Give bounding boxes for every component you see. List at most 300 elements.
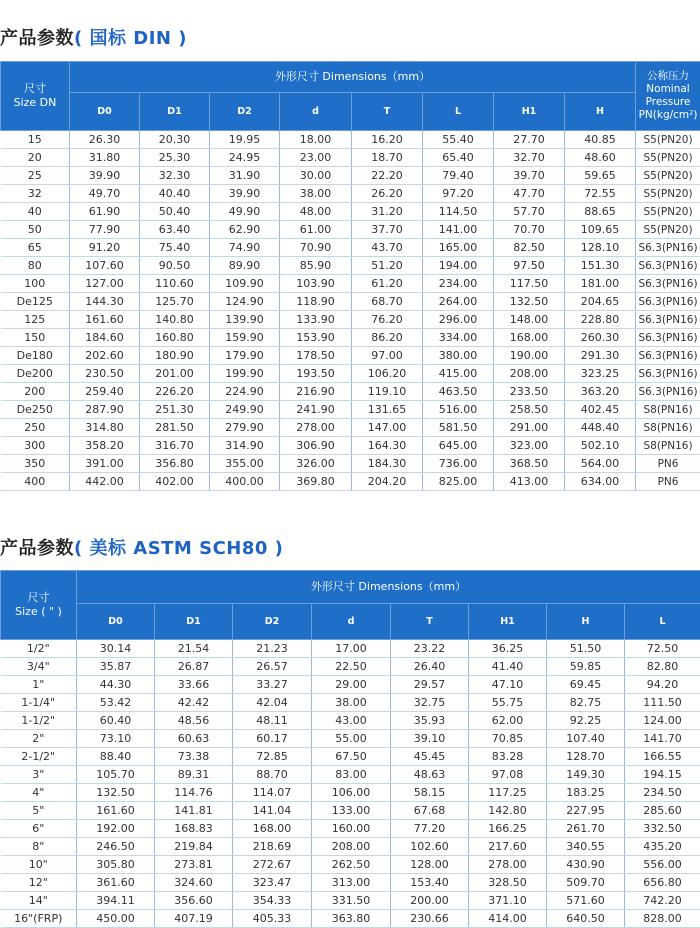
value-cell: 168.83 [155,820,233,838]
value-cell: 109.65 [565,221,636,239]
value-cell: 26.87 [155,658,233,676]
table-row [1,365,700,383]
value-cell: 581.50 [423,419,494,437]
size-cell: 16"(FRP) [1,910,77,928]
value-cell: 153.90 [280,329,352,347]
size-cell: 14" [1,892,77,910]
value-cell: 107.40 [547,730,625,748]
value-cell: 394.11 [77,892,155,910]
value-cell: 119.10 [352,383,423,401]
value-cell: 62.00 [469,712,547,730]
value-cell: 291.00 [494,419,565,437]
value-cell: 58.15 [391,784,469,802]
value-cell: 23.22 [391,640,469,658]
value-cell: 736.00 [423,455,494,473]
value-cell: 323.00 [494,437,565,455]
value-cell: 168.00 [494,329,565,347]
value-cell: 228.80 [565,311,636,329]
value-cell: 272.67 [233,856,312,874]
value-cell: 380.00 [423,347,494,365]
value-cell: 39.70 [494,167,565,185]
value-cell: 204.65 [565,293,636,311]
size-cell: 50 [1,221,70,239]
value-cell: 114.50 [423,203,494,221]
value-cell: 90.50 [140,257,210,275]
value-cell: 251.30 [140,401,210,419]
value-cell: 415.00 [423,365,494,383]
value-cell: 281.50 [140,419,210,437]
value-cell: 141.70 [625,730,700,748]
pressure-cell: S5(PN20) [636,185,700,203]
value-cell: 144.30 [70,293,140,311]
value-cell: 49.70 [70,185,140,203]
value-cell: 111.50 [625,694,700,712]
pressure-cell: S6.3(PN16) [636,329,700,347]
table-row [1,766,700,784]
table-row [1,784,700,802]
table-row [1,311,700,329]
table-row [1,694,700,712]
table-row [1,203,700,221]
table-row [1,802,700,820]
value-cell: 161.60 [70,311,140,329]
value-cell: 55.75 [469,694,547,712]
value-cell: 194.15 [625,766,700,784]
value-cell: 26.57 [233,658,312,676]
value-cell: 20.30 [140,131,210,149]
astm-column-header: D0 [77,604,155,640]
value-cell: 23.00 [280,149,352,167]
pressure-cell: PN6 [636,473,700,491]
value-cell: 88.40 [77,748,155,766]
table-row [1,185,700,203]
value-cell: 125.70 [140,293,210,311]
size-cell: 80 [1,257,70,275]
value-cell: 43.70 [352,239,423,257]
value-cell: 83.28 [469,748,547,766]
value-cell: 742.20 [625,892,700,910]
size-cell: 150 [1,329,70,347]
table-row [1,167,700,185]
astm-column-header: d [312,604,391,640]
value-cell: 77.90 [70,221,140,239]
value-cell: 59.65 [565,167,636,185]
size-cell: 40 [1,203,70,221]
din-table [0,61,700,491]
value-cell: 202.60 [70,347,140,365]
value-cell: 200.00 [391,892,469,910]
din-column-header: H [565,93,636,131]
size-cell: 8" [1,838,77,856]
size-cell: De250 [1,401,70,419]
value-cell: 368.50 [494,455,565,473]
value-cell: 258.50 [494,401,565,419]
astm-column-header: L [625,604,700,640]
value-cell: 230.66 [391,910,469,928]
value-cell: 262.50 [312,856,391,874]
value-cell: 50.40 [140,203,210,221]
value-cell: 106.00 [312,784,391,802]
value-cell: 31.80 [70,149,140,167]
value-cell: 59.85 [547,658,625,676]
table-row [1,640,700,658]
table-row [1,401,700,419]
value-cell: 17.00 [312,640,391,658]
value-cell: 48.60 [565,149,636,167]
value-cell: 502.10 [565,437,636,455]
table-row [1,856,700,874]
value-cell: 82.50 [494,239,565,257]
value-cell: 153.40 [391,874,469,892]
value-cell: 35.93 [391,712,469,730]
value-cell: 405.33 [233,910,312,928]
value-cell: 285.60 [625,802,700,820]
size-cell: 100 [1,275,70,293]
value-cell: 103.90 [280,275,352,293]
value-cell: 75.40 [140,239,210,257]
astm-column-header: H [547,604,625,640]
value-cell: 183.25 [547,784,625,802]
value-cell: 165.00 [423,239,494,257]
pressure-cell: S5(PN20) [636,221,700,239]
value-cell: 67.68 [391,802,469,820]
pressure-cell: S8(PN16) [636,401,700,419]
size-cell: 12" [1,874,77,892]
value-cell: 208.00 [494,365,565,383]
value-cell: 356.60 [155,892,233,910]
pressure-cell: S6.3(PN16) [636,239,700,257]
size-cell: 5" [1,802,77,820]
pressure-cell: S5(PN20) [636,203,700,221]
value-cell: 216.90 [280,383,352,401]
value-cell: 55.40 [423,131,494,149]
value-cell: 164.30 [352,437,423,455]
value-cell: 168.00 [233,820,312,838]
value-cell: 199.90 [210,365,280,383]
value-cell: 26.40 [391,658,469,676]
value-cell: 656.80 [625,874,700,892]
value-cell: 117.50 [494,275,565,293]
value-cell: 354.33 [233,892,312,910]
value-cell: 184.30 [352,455,423,473]
din-column-header: T [352,93,423,131]
table-row [1,838,700,856]
value-cell: 106.20 [352,365,423,383]
value-cell: 33.66 [155,676,233,694]
value-cell: 83.00 [312,766,391,784]
value-cell: 564.00 [565,455,636,473]
value-cell: 246.50 [77,838,155,856]
value-cell: 148.00 [494,311,565,329]
value-cell: 159.90 [210,329,280,347]
din-header-size: 尺寸 Size DN [1,62,70,131]
value-cell: 201.00 [140,365,210,383]
size-cell: 25 [1,167,70,185]
value-cell: 97.20 [423,185,494,203]
value-cell: 22.20 [352,167,423,185]
value-cell: 334.00 [423,329,494,347]
value-cell: 166.25 [469,820,547,838]
value-cell: 291.30 [565,347,636,365]
value-cell: 296.00 [423,311,494,329]
astm-header-size: 尺寸 Size ( " ) [1,571,77,640]
value-cell: 402.45 [565,401,636,419]
value-cell: 147.00 [352,419,423,437]
value-cell: 332.50 [625,820,700,838]
value-cell: 24.95 [210,149,280,167]
value-cell: 448.40 [565,419,636,437]
value-cell: 264.00 [423,293,494,311]
value-cell: 127.00 [70,275,140,293]
value-cell: 38.00 [312,694,391,712]
value-cell: 72.85 [233,748,312,766]
value-cell: 340.55 [547,838,625,856]
table-row [1,329,700,347]
value-cell: 178.50 [280,347,352,365]
value-cell: 65.40 [423,149,494,167]
value-cell: 208.00 [312,838,391,856]
astm-title-suffix: ( 美标 ASTM SCH80 ) [74,538,284,559]
value-cell: 30.14 [77,640,155,658]
value-cell: 224.90 [210,383,280,401]
value-cell: 402.00 [140,473,210,491]
value-cell: 44.30 [77,676,155,694]
size-cell: 1" [1,676,77,694]
value-cell: 82.80 [625,658,700,676]
value-cell: 39.10 [391,730,469,748]
value-cell: 94.20 [625,676,700,694]
value-cell: 97.08 [469,766,547,784]
value-cell: 29.00 [312,676,391,694]
value-cell: 42.42 [155,694,233,712]
value-cell: 97.00 [352,347,423,365]
value-cell: 72.50 [625,640,700,658]
value-cell: 128.70 [547,748,625,766]
value-cell: 193.50 [280,365,352,383]
value-cell: 233.50 [494,383,565,401]
value-cell: 190.00 [494,347,565,365]
table-row [1,275,700,293]
value-cell: 97.50 [494,257,565,275]
din-title-suffix: ( 国标 DIN ) [74,28,187,49]
pressure-cell: S8(PN16) [636,437,700,455]
table-row [1,347,700,365]
value-cell: 53.42 [77,694,155,712]
value-cell: 132.50 [494,293,565,311]
pressure-cell: S6.3(PN16) [636,293,700,311]
pressure-cell: S6.3(PN16) [636,275,700,293]
astm-title-prefix: 产品参数 [0,538,74,559]
size-cell: De125 [1,293,70,311]
value-cell: 21.23 [233,640,312,658]
value-cell: 76.20 [352,311,423,329]
value-cell: 316.70 [140,437,210,455]
value-cell: 151.30 [565,257,636,275]
value-cell: 60.63 [155,730,233,748]
value-cell: 132.50 [77,784,155,802]
value-cell: 328.50 [469,874,547,892]
value-cell: 140.80 [140,311,210,329]
size-cell: 2-1/2" [1,748,77,766]
table-row [1,293,700,311]
value-cell: 86.20 [352,329,423,347]
pressure-cell: S5(PN20) [636,131,700,149]
value-cell: 19.95 [210,131,280,149]
value-cell: 326.00 [280,455,352,473]
value-cell: 825.00 [423,473,494,491]
value-cell: 105.70 [77,766,155,784]
value-cell: 571.60 [547,892,625,910]
value-cell: 279.90 [210,419,280,437]
value-cell: 141.04 [233,802,312,820]
table-row [1,149,700,167]
size-cell: 3/4" [1,658,77,676]
size-cell: 1/2" [1,640,77,658]
value-cell: 26.20 [352,185,423,203]
table-row [1,910,700,928]
value-cell: 22.50 [312,658,391,676]
value-cell: 77.20 [391,820,469,838]
value-cell: 61.20 [352,275,423,293]
value-cell: 60.17 [233,730,312,748]
value-cell: 67.50 [312,748,391,766]
value-cell: 259.40 [70,383,140,401]
value-cell: 49.90 [210,203,280,221]
value-cell: 400.00 [210,473,280,491]
value-cell: 109.90 [210,275,280,293]
value-cell: 51.50 [547,640,625,658]
value-cell: 141.00 [423,221,494,239]
value-cell: 43.00 [312,712,391,730]
value-cell: 356.80 [140,455,210,473]
value-cell: 355.00 [210,455,280,473]
value-cell: 55.00 [312,730,391,748]
value-cell: 166.55 [625,748,700,766]
value-cell: 261.70 [547,820,625,838]
pressure-cell: S8(PN16) [636,419,700,437]
value-cell: 142.80 [469,802,547,820]
pressure-cell: S5(PN20) [636,167,700,185]
size-cell: 250 [1,419,70,437]
value-cell: 25.30 [140,149,210,167]
value-cell: 634.00 [565,473,636,491]
table-row [1,748,700,766]
value-cell: 556.00 [625,856,700,874]
size-cell: 65 [1,239,70,257]
value-cell: 313.00 [312,874,391,892]
value-cell: 18.70 [352,149,423,167]
value-cell: 139.90 [210,311,280,329]
value-cell: 369.80 [280,473,352,491]
size-cell: 4" [1,784,77,802]
value-cell: 47.70 [494,185,565,203]
din-column-header: H1 [494,93,565,131]
pressure-cell: S6.3(PN16) [636,257,700,275]
value-cell: 88.70 [233,766,312,784]
value-cell: 179.90 [210,347,280,365]
value-cell: 260.30 [565,329,636,347]
value-cell: 33.27 [233,676,312,694]
value-cell: 63.40 [140,221,210,239]
size-cell: 350 [1,455,70,473]
size-cell: 2" [1,730,77,748]
value-cell: 128.00 [391,856,469,874]
table-row [1,473,700,491]
value-cell: 29.57 [391,676,469,694]
value-cell: 91.20 [70,239,140,257]
value-cell: 124.90 [210,293,280,311]
table-row [1,437,700,455]
value-cell: 61.90 [70,203,140,221]
value-cell: 48.56 [155,712,233,730]
value-cell: 114.76 [155,784,233,802]
value-cell: 39.90 [70,167,140,185]
value-cell: 42.04 [233,694,312,712]
astm-column-header: D2 [233,604,312,640]
value-cell: 79.40 [423,167,494,185]
value-cell: 57.70 [494,203,565,221]
value-cell: 219.84 [155,838,233,856]
value-cell: 227.95 [547,802,625,820]
table-row [1,820,700,838]
value-cell: 30.00 [280,167,352,185]
value-cell: 323.47 [233,874,312,892]
table-row [1,730,700,748]
value-cell: 60.40 [77,712,155,730]
value-cell: 124.00 [625,712,700,730]
value-cell: 314.90 [210,437,280,455]
din-column-header: d [280,93,352,131]
astm-column-header: H1 [469,604,547,640]
astm-table [0,570,700,928]
size-cell: De180 [1,347,70,365]
value-cell: 70.70 [494,221,565,239]
value-cell: 68.70 [352,293,423,311]
din-section-title [0,24,187,50]
value-cell: 89.31 [155,766,233,784]
table-row [1,658,700,676]
value-cell: 180.90 [140,347,210,365]
value-cell: 241.90 [280,401,352,419]
pressure-cell: S6.3(PN16) [636,383,700,401]
value-cell: 363.80 [312,910,391,928]
table-row [1,419,700,437]
value-cell: 35.87 [77,658,155,676]
value-cell: 273.81 [155,856,233,874]
value-cell: 314.80 [70,419,140,437]
value-cell: 47.10 [469,676,547,694]
value-cell: 61.00 [280,221,352,239]
value-cell: 39.90 [210,185,280,203]
table-row [1,874,700,892]
value-cell: 414.00 [469,910,547,928]
din-header-dimensions: 外形尺寸 Dimensions（mm） [70,62,636,93]
size-cell: 125 [1,311,70,329]
pressure-cell: S6.3(PN16) [636,365,700,383]
size-cell: 10" [1,856,77,874]
table-row [1,892,700,910]
value-cell: 450.00 [77,910,155,928]
value-cell: 194.00 [423,257,494,275]
value-cell: 278.00 [280,419,352,437]
din-header-pressure: 公称压力 Nominal Pressure PN(kg/cm²) [636,62,700,131]
din-column-header: D1 [140,93,210,131]
size-cell: 200 [1,383,70,401]
value-cell: 640.50 [547,910,625,928]
din-title-prefix: 产品参数 [0,28,74,49]
value-cell: 371.10 [469,892,547,910]
value-cell: 70.90 [280,239,352,257]
